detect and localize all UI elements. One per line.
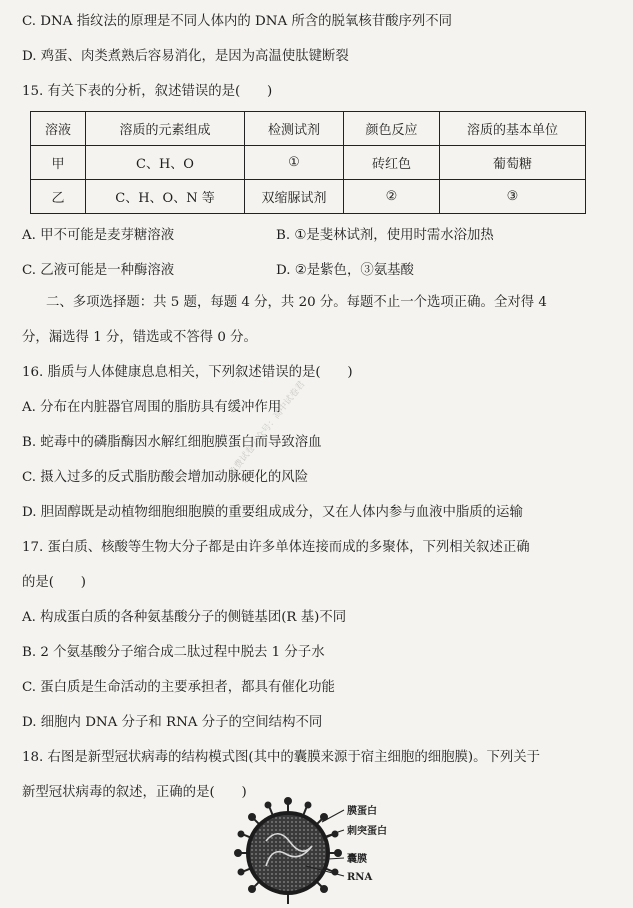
option-16c: C. 摄入过多的反式脂肪酸会增加动脉硬化的风险	[22, 470, 309, 485]
table-cell: 乙	[31, 180, 86, 214]
table-cell: C、H、O、N 等	[86, 180, 245, 214]
question-18-cont: 新型冠状病毒的叙述，正确的是( )	[22, 785, 247, 800]
table-header-cell: 颜色反应	[344, 112, 440, 146]
table-row	[31, 146, 586, 180]
coronavirus-figure	[226, 796, 416, 904]
label-membrane-protein: 膜蛋白	[347, 806, 377, 817]
question-15: 15. 有关下表的分析，叙述错误的是( )	[22, 84, 273, 99]
table-cell: ③	[440, 180, 586, 214]
viral-core	[250, 815, 326, 891]
table-header-cell: 溶质的基本单位	[440, 112, 586, 146]
table-cell: ②	[344, 180, 440, 214]
option-17d: D. 细胞内 DNA 分子和 RNA 分子的空间结构不同	[22, 715, 323, 730]
question-18: 18. 右图是新型冠状病毒的结构模式图(其中的囊膜来源于宿主细胞的细胞膜)。下列关于	[22, 750, 541, 765]
option-16b: B. 蛇毒中的磷脂酶因水解红细胞膜蛋白而导致溶血	[22, 435, 322, 450]
table-cell: 砖红色	[344, 146, 440, 180]
section-2-instructions-cont: 分，漏选得 1 分，错选或不答得 0 分。	[22, 330, 257, 345]
option-14c: C. DNA 指纹法的原理是不同人体内的 DNA 所含的脱氧核苷酸序列不同	[22, 14, 453, 29]
option-15a: A. 甲不可能是麦芽糖溶液	[22, 228, 175, 243]
question-15-table	[30, 111, 586, 214]
option-17c: C. 蛋白质是生命活动的主要承担者，都具有催化功能	[22, 680, 335, 695]
option-17a: A. 构成蛋白质的各种氨基酸分子的侧链基团(R 基)不同	[22, 610, 347, 625]
table-cell: 甲	[31, 146, 86, 180]
question-17-cont: 的是( )	[22, 575, 87, 590]
option-15c: C. 乙液可能是一种酶溶液	[22, 263, 175, 278]
option-15d: D. ②是紫色，③氨基酸	[276, 263, 414, 278]
watermark: 免费试卷公众号：高中试卷君	[227, 379, 308, 479]
table-cell: 葡萄糖	[440, 146, 586, 180]
table-header-cell: 检测试剂	[245, 112, 344, 146]
table-cell: C、H、O	[86, 146, 245, 180]
label-envelope: 囊膜	[347, 854, 367, 865]
option-15b: B. ①是斐林试剂，使用时需水浴加热	[276, 228, 494, 243]
table-row	[31, 180, 586, 214]
section-2-instructions: 二、多项选择题：共 5 题，每题 4 分，共 20 分。每题不止一个选项正确。全对得 4	[46, 295, 547, 310]
option-14d: D. 鸡蛋、肉类煮熟后容易消化，是因为高温使肽键断裂	[22, 49, 349, 64]
option-16a: A. 分布在内脏器官周围的脂肪具有缓冲作用	[22, 400, 282, 415]
label-rna: RNA	[347, 872, 373, 883]
question-17: 17. 蛋白质、核酸等生物大分子都是由许多单体连接而成的多聚体，下列相关叙述正确	[22, 540, 530, 555]
table-cell: 双缩脲试剂	[245, 180, 344, 214]
option-17b: B. 2 个氨基酸分子缩合成二肽过程中脱去 1 分子水	[22, 645, 325, 660]
table-cell: ①	[245, 146, 344, 180]
coronavirus-diagram	[226, 796, 416, 904]
table-header-cell: 溶质的元素组成	[86, 112, 245, 146]
question-16: 16. 脂质与人体健康息息相关，下列叙述错误的是( )	[22, 365, 353, 380]
table-header-row	[31, 112, 586, 146]
table-header-cell: 溶液	[31, 112, 86, 146]
label-spike-protein: 刺突蛋白	[347, 826, 387, 837]
option-16d: D. 胆固醇既是动植物细胞细胞膜的重要组成成分，又在人体内参与血液中脂质的运输	[22, 505, 523, 520]
